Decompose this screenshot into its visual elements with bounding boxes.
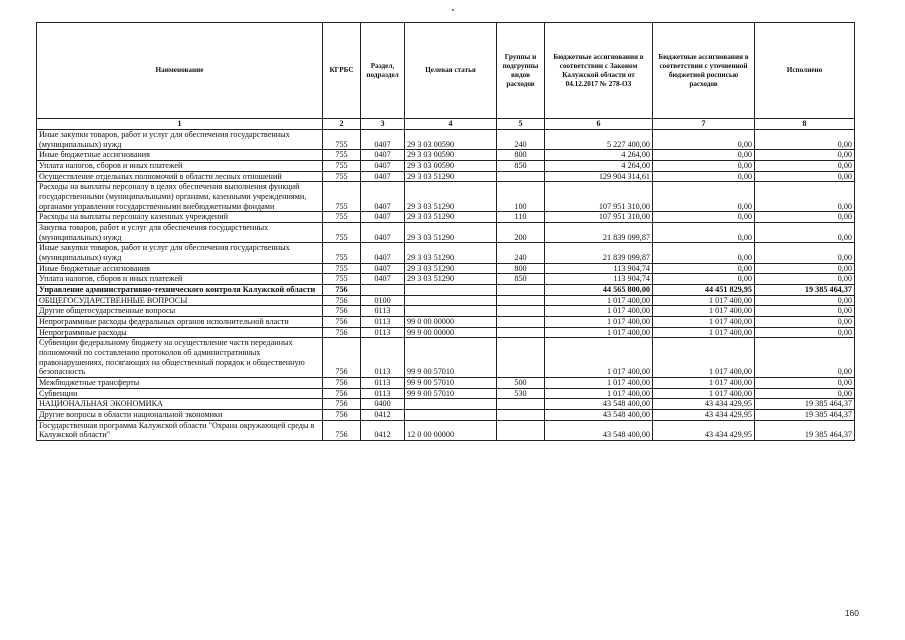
cell-group [497, 399, 545, 410]
cell-executed: 19 385 464,37 [755, 420, 855, 440]
cell-group: 200 [497, 223, 545, 243]
cell-budget-refined: 0,00 [653, 274, 755, 285]
column-number: 6 [545, 119, 653, 130]
cell-name: Субвенции [37, 388, 323, 399]
cell-name: Непрограммные расходы [37, 327, 323, 338]
cell-section: 0400 [361, 399, 405, 410]
table-row [37, 223, 855, 243]
cell-name: Иные бюджетные ассигнования [37, 263, 323, 274]
cell-section: 0113 [361, 378, 405, 389]
cell-section: 0412 [361, 420, 405, 440]
cell-group [497, 295, 545, 306]
cell-target: 29 3 03 51290 [405, 274, 497, 285]
cell-kgrbs: 756 [323, 378, 361, 389]
cell-section: 0407 [361, 212, 405, 223]
cell-section: 0113 [361, 327, 405, 338]
column-number-row [37, 119, 855, 130]
table-row [37, 327, 855, 338]
cell-target: 29 3 03 00590 [405, 150, 497, 161]
cell-section: 0113 [361, 317, 405, 328]
cell-section: 0407 [361, 161, 405, 172]
cell-name: Расходы на выплаты персоналу казенных учреждений [37, 212, 323, 223]
cell-budget-law: 113 904,74 [545, 274, 653, 285]
cell-budget-refined: 1 017 400,00 [653, 388, 755, 399]
cell-name: Уплата налогов, сборов и иных платежей [37, 274, 323, 285]
cell-budget-law: 43 548 400,00 [545, 420, 653, 440]
cell-target: 12 0 00 00000 [405, 420, 497, 440]
cell-kgrbs: 756 [323, 410, 361, 421]
column-number: 3 [361, 119, 405, 130]
table-row [37, 410, 855, 421]
cell-section: 0113 [361, 306, 405, 317]
cell-section: 0113 [361, 338, 405, 378]
cell-section: 0412 [361, 410, 405, 421]
table-header-row [37, 23, 855, 119]
cell-kgrbs: 755 [323, 182, 361, 212]
cell-kgrbs: 755 [323, 263, 361, 274]
cell-name: Субвенции федеральному бюджету на осуществление части переданных полномочий по составлению протоколов об административных правонарушениях, посягающих на общественный порядок и общественную безопасность [37, 338, 323, 378]
cell-kgrbs: 755 [323, 130, 361, 150]
cell-budget-law: 43 548 400,00 [545, 399, 653, 410]
cell-budget-refined: 0,00 [653, 182, 755, 212]
cell-budget-law: 4 264,00 [545, 161, 653, 172]
table-row [37, 212, 855, 223]
cell-executed: 0,00 [755, 295, 855, 306]
table-row [37, 263, 855, 274]
cell-name: НАЦИОНАЛЬНАЯ ЭКОНОМИКА [37, 399, 323, 410]
cell-budget-refined: 1 017 400,00 [653, 306, 755, 317]
cell-group [497, 285, 545, 296]
cell-kgrbs: 755 [323, 171, 361, 182]
cell-executed: 0,00 [755, 327, 855, 338]
cell-executed: 0,00 [755, 306, 855, 317]
cell-target [405, 410, 497, 421]
cell-group [497, 171, 545, 182]
cell-section: 0407 [361, 223, 405, 243]
cell-executed: 0,00 [755, 317, 855, 328]
cell-target: 29 3 03 51290 [405, 182, 497, 212]
cell-executed: 0,00 [755, 212, 855, 223]
cell-name: Иные закупки товаров, работ и услуг для обеспечения государственных (муниципальных) нужд [37, 130, 323, 150]
cell-section: 0407 [361, 150, 405, 161]
table-row [37, 378, 855, 389]
header-budget-law: Бюджетные ассигнования в соответствии с Законом Калужской области от 04.12.2017 № 278-ОЗ [545, 23, 653, 119]
cell-target [405, 295, 497, 306]
cell-group [497, 420, 545, 440]
cell-target: 29 3 03 51290 [405, 243, 497, 263]
cell-budget-refined: 43 434 429,95 [653, 410, 755, 421]
cell-budget-refined: 0,00 [653, 171, 755, 182]
cell-budget-refined: 1 017 400,00 [653, 378, 755, 389]
cell-executed: 19 385 464,37 [755, 285, 855, 296]
cell-group: 110 [497, 212, 545, 223]
cell-name: Расходы на выплаты персоналу в целях обеспечения выполнения функций государственными (муниципальными) органами, казенными учреждениями, органами управления государственными внебюджетными фондами [37, 182, 323, 212]
cell-name: Иные бюджетные ассигнования [37, 150, 323, 161]
cell-executed: 0,00 [755, 388, 855, 399]
cell-executed: 0,00 [755, 182, 855, 212]
cell-kgrbs: 755 [323, 150, 361, 161]
table-row [37, 130, 855, 150]
table-row [37, 182, 855, 212]
cell-section: 0113 [361, 388, 405, 399]
cell-budget-law: 43 548 400,00 [545, 410, 653, 421]
cell-kgrbs: 756 [323, 420, 361, 440]
cell-name: Другие общегосударственные вопросы [37, 306, 323, 317]
cell-budget-law: 1 017 400,00 [545, 378, 653, 389]
cell-target: 99 9 00 57010 [405, 388, 497, 399]
cell-budget-law: 129 904 314,61 [545, 171, 653, 182]
cell-budget-law: 5 227 400,00 [545, 130, 653, 150]
cell-target: 29 3 03 00590 [405, 130, 497, 150]
column-number: 7 [653, 119, 755, 130]
cell-budget-law: 44 565 800,00 [545, 285, 653, 296]
cell-kgrbs: 756 [323, 285, 361, 296]
column-number: 4 [405, 119, 497, 130]
cell-name: Непрограммные расходы федеральных органов исполнительной власти [37, 317, 323, 328]
cell-kgrbs: 755 [323, 223, 361, 243]
cell-kgrbs: 755 [323, 274, 361, 285]
cell-budget-law: 1 017 400,00 [545, 295, 653, 306]
cell-group [497, 338, 545, 378]
cell-kgrbs: 756 [323, 327, 361, 338]
cell-kgrbs: 756 [323, 338, 361, 378]
cell-section: 0407 [361, 243, 405, 263]
cell-kgrbs: 756 [323, 295, 361, 306]
cell-budget-refined: 43 434 429,95 [653, 420, 755, 440]
cell-target [405, 285, 497, 296]
cell-group: 500 [497, 378, 545, 389]
cell-target: 29 3 03 51290 [405, 171, 497, 182]
cell-kgrbs: 756 [323, 388, 361, 399]
cell-budget-refined: 1 017 400,00 [653, 317, 755, 328]
header-budget-refined: Бюджетные ассигнования в соответствии с уточненной бюджетной росписью расходов [653, 23, 755, 119]
cell-budget-law: 1 017 400,00 [545, 306, 653, 317]
cell-budget-refined: 0,00 [653, 130, 755, 150]
cell-group: 850 [497, 274, 545, 285]
table-row [37, 420, 855, 440]
cell-target: 99 9 00 57010 [405, 338, 497, 378]
cell-target: 29 3 03 51290 [405, 212, 497, 223]
column-number: 1 [37, 119, 323, 130]
cell-name: Осуществление отдельных полномочий в области лесных отношений [37, 171, 323, 182]
cell-executed: 19 385 464,37 [755, 399, 855, 410]
column-number: 5 [497, 119, 545, 130]
cell-executed: 0,00 [755, 274, 855, 285]
cell-name: Межбюджетные трансферты [37, 378, 323, 389]
cell-budget-refined: 0,00 [653, 161, 755, 172]
cell-kgrbs: 756 [323, 306, 361, 317]
header-groups: Группы и подгруппы видов расходов [497, 23, 545, 119]
cell-kgrbs: 756 [323, 317, 361, 328]
cell-budget-refined: 0,00 [653, 150, 755, 161]
cell-section: 0407 [361, 263, 405, 274]
cell-name: Государственная программа Калужской области "Охрана окружающей среды в Калужской области" [37, 420, 323, 440]
table-row [37, 161, 855, 172]
cell-section: 0407 [361, 171, 405, 182]
cell-executed: 0,00 [755, 263, 855, 274]
cell-executed: 0,00 [755, 338, 855, 378]
cell-name: ОБЩЕГОСУДАРСТВЕННЫЕ ВОПРОСЫ [37, 295, 323, 306]
cell-kgrbs: 756 [323, 399, 361, 410]
cell-section [361, 285, 405, 296]
cell-budget-law: 1 017 400,00 [545, 317, 653, 328]
cell-group: 800 [497, 263, 545, 274]
cell-group: 850 [497, 161, 545, 172]
cell-group [497, 317, 545, 328]
cell-kgrbs: 755 [323, 212, 361, 223]
cell-target [405, 399, 497, 410]
cell-executed: 19 385 464,37 [755, 410, 855, 421]
cell-budget-law: 1 017 400,00 [545, 388, 653, 399]
cell-name: Иные закупки товаров, работ и услуг для обеспечения государственных (муниципальных) нужд [37, 243, 323, 263]
cell-group: 240 [497, 243, 545, 263]
cell-budget-refined: 1 017 400,00 [653, 338, 755, 378]
cell-target: 99 9 00 57010 [405, 378, 497, 389]
cell-target [405, 306, 497, 317]
cell-name: Управление административно-технического контроля Калужской области [37, 285, 323, 296]
cell-budget-refined: 0,00 [653, 223, 755, 243]
column-number: 2 [323, 119, 361, 130]
table-row [37, 295, 855, 306]
cell-executed: 0,00 [755, 161, 855, 172]
cell-group [497, 327, 545, 338]
cell-target: 29 3 03 51290 [405, 263, 497, 274]
cell-budget-refined: 44 451 829,95 [653, 285, 755, 296]
cell-kgrbs: 755 [323, 243, 361, 263]
budget-table [36, 22, 855, 441]
cell-section: 0407 [361, 130, 405, 150]
cell-budget-law: 107 951 310,00 [545, 212, 653, 223]
header-target: Целевая статья [405, 23, 497, 119]
cell-budget-law: 21 839 099,87 [545, 223, 653, 243]
cell-budget-refined: 0,00 [653, 243, 755, 263]
cell-section: 0407 [361, 182, 405, 212]
header-executed: Исполнено [755, 23, 855, 119]
cell-group: 100 [497, 182, 545, 212]
cell-group [497, 306, 545, 317]
header-section: Раздел, подраздел [361, 23, 405, 119]
table-row [37, 150, 855, 161]
header-kgrbs: КГРБС [323, 23, 361, 119]
cell-budget-refined: 1 017 400,00 [653, 295, 755, 306]
header-name: Наименование [37, 23, 323, 119]
scan-speck [452, 9, 454, 11]
cell-executed: 0,00 [755, 243, 855, 263]
cell-executed: 0,00 [755, 171, 855, 182]
cell-target: 99 0 00 00000 [405, 317, 497, 328]
cell-budget-law: 1 017 400,00 [545, 338, 653, 378]
cell-group: 800 [497, 150, 545, 161]
table-row [37, 399, 855, 410]
cell-budget-refined: 0,00 [653, 212, 755, 223]
cell-budget-law: 113 904,74 [545, 263, 653, 274]
cell-executed: 0,00 [755, 150, 855, 161]
cell-section: 0100 [361, 295, 405, 306]
cell-kgrbs: 755 [323, 161, 361, 172]
column-number: 8 [755, 119, 855, 130]
table-row [37, 274, 855, 285]
cell-group [497, 410, 545, 421]
cell-target: 29 3 03 51290 [405, 223, 497, 243]
cell-executed: 0,00 [755, 223, 855, 243]
cell-name: Уплата налогов, сборов и иных платежей [37, 161, 323, 172]
table-row [37, 388, 855, 399]
cell-budget-refined: 1 017 400,00 [653, 327, 755, 338]
cell-target: 99 9 00 00000 [405, 327, 497, 338]
table-row [37, 171, 855, 182]
cell-budget-law: 21 839 099,87 [545, 243, 653, 263]
cell-budget-law: 107 951 310,00 [545, 182, 653, 212]
table-row [37, 338, 855, 378]
cell-budget-law: 4 264,00 [545, 150, 653, 161]
cell-budget-refined: 43 434 429,95 [653, 399, 755, 410]
cell-name: Закупка товаров, работ и услуг для обеспечения государственных (муниципальных) нужд [37, 223, 323, 243]
cell-group: 530 [497, 388, 545, 399]
table-row [37, 243, 855, 263]
cell-budget-law: 1 017 400,00 [545, 327, 653, 338]
table-row [37, 317, 855, 328]
cell-executed: 0,00 [755, 130, 855, 150]
page-number: 160 [844, 608, 859, 618]
cell-name: Другие вопросы в области национальной экономики [37, 410, 323, 421]
cell-group: 240 [497, 130, 545, 150]
cell-section: 0407 [361, 274, 405, 285]
cell-budget-refined: 0,00 [653, 263, 755, 274]
table-row [37, 306, 855, 317]
table-row [37, 285, 855, 296]
cell-target: 29 3 03 00590 [405, 161, 497, 172]
table-body [37, 130, 855, 441]
cell-executed: 0,00 [755, 378, 855, 389]
